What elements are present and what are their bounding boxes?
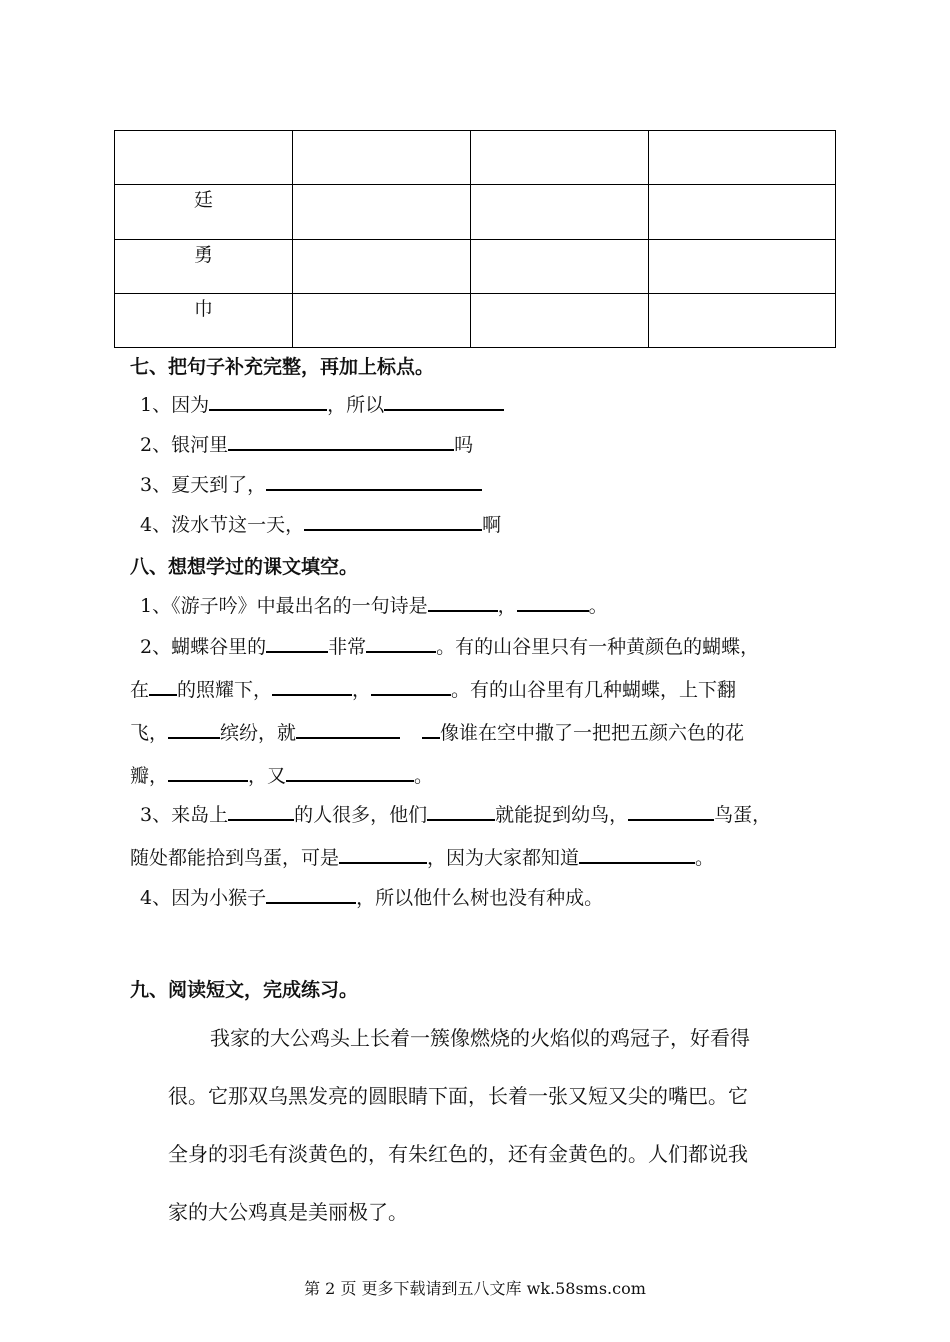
answer-blank[interactable]: [168, 719, 220, 739]
question-text: 鸟蛋，: [714, 804, 772, 826]
question-number: 1、: [140, 595, 172, 617]
section-8-question-1: [140, 592, 608, 618]
table-cell: [471, 293, 649, 347]
answer-blank[interactable]: [304, 511, 482, 531]
question-text: 泼水节这一天，: [171, 514, 305, 536]
question-text: 。: [695, 847, 715, 869]
question-text: 夏天到了，: [171, 474, 267, 496]
table-cell: [649, 293, 836, 347]
answer-blank[interactable]: [366, 633, 436, 653]
table-row: [115, 185, 836, 239]
table-cell: [293, 131, 471, 185]
reading-passage-line: 很。它那双乌黑发亮的圆眼睛下面，长着一张又短又尖的嘴巴。它: [168, 1084, 748, 1108]
question-number: 2、: [140, 434, 172, 456]
question-text: 。: [414, 765, 434, 787]
question-text: 。有的山谷里有几种蝴蝶，上下翻: [451, 679, 737, 701]
question-text: ，所以他什么树也没有种成。: [356, 887, 604, 909]
answer-blank[interactable]: [422, 719, 440, 739]
page-footer: 第 2 页 更多下载请到五八文库 wk.58sms.com: [304, 1279, 646, 1298]
answer-blank[interactable]: [168, 762, 248, 782]
table-cell: [649, 131, 836, 185]
section-7-question-2: [140, 431, 473, 457]
character-table: [114, 130, 836, 348]
answer-blank[interactable]: [228, 431, 454, 451]
answer-blank[interactable]: [579, 844, 695, 864]
section-8-title: 八、想想学过的课文填空。: [130, 556, 359, 578]
table-cell: [649, 185, 836, 239]
section-8-question-2-line-2: [130, 676, 736, 702]
question-text: ，又: [248, 765, 287, 787]
question-text: ，因为大家都知道: [427, 847, 580, 869]
section-8-question-2-line-1: [140, 633, 759, 659]
answer-blank[interactable]: [296, 719, 400, 739]
answer-blank[interactable]: [272, 676, 352, 696]
table-cell: [293, 239, 471, 293]
reading-passage-line: 全身的羽毛有淡黄色的，有朱红色的，还有金黄色的。人们都说我: [168, 1142, 748, 1166]
table-cell: [293, 185, 471, 239]
answer-blank[interactable]: [266, 884, 356, 904]
answer-blank[interactable]: [384, 391, 504, 411]
question-number: 1、: [140, 394, 172, 416]
answer-blank[interactable]: [266, 633, 328, 653]
question-text: 《游子吟》中最出名的一句诗是: [171, 595, 428, 617]
question-text: 在: [130, 679, 150, 701]
question-text: 就能捉到幼鸟，: [495, 804, 629, 826]
section-8-question-3-line-2: [130, 844, 714, 870]
answer-blank[interactable]: [149, 676, 177, 696]
answer-blank[interactable]: [371, 676, 451, 696]
section-8-question-2-line-3: [130, 719, 744, 745]
question-text: 银河里: [171, 434, 229, 456]
answer-blank[interactable]: [209, 391, 327, 411]
table-row: [115, 239, 836, 293]
answer-blank[interactable]: [428, 592, 498, 612]
answer-blank[interactable]: [628, 801, 714, 821]
question-text: 。: [588, 595, 608, 617]
question-text: 的人很多，他们: [294, 804, 428, 826]
question-text: 2、蝴蝶谷里的: [140, 636, 267, 658]
reading-passage-line: 家的大公鸡真是美丽极了。: [168, 1200, 408, 1224]
section-7-question-1: [140, 391, 504, 417]
table-cell: 廷: [115, 185, 293, 239]
question-text: 非常: [328, 636, 367, 658]
answer-blank[interactable]: [339, 844, 427, 864]
answer-blank[interactable]: [517, 592, 589, 612]
question-text: ，: [497, 595, 517, 617]
section-7-question-4: [140, 511, 501, 537]
question-text: 4、因为小猴子: [140, 887, 267, 909]
answer-blank[interactable]: [427, 801, 495, 821]
question-text: 像谁在空中撒了一把把五颜六色的花: [440, 722, 745, 744]
section-7-question-3: [140, 471, 482, 497]
answer-blank[interactable]: [266, 471, 482, 491]
question-text: 3、来岛上: [140, 804, 229, 826]
question-text: 飞，: [130, 722, 169, 744]
table-row: [115, 293, 836, 347]
table-cell: [471, 185, 649, 239]
answer-blank[interactable]: [228, 801, 294, 821]
question-text: ，: [352, 679, 372, 701]
question-text: 吗: [454, 434, 474, 456]
table-cell: 巾: [115, 293, 293, 347]
section-9-title: 九、阅读短文，完成练习。: [130, 979, 359, 1001]
question-text: 的照耀下，: [177, 679, 273, 701]
question-text: 啊: [482, 514, 502, 536]
reading-passage-line: 我家的大公鸡头上长着一簇像燃烧的火焰似的鸡冠子，好看得: [210, 1026, 750, 1050]
table-cell: [649, 239, 836, 293]
question-text: 缤纷，就: [220, 722, 297, 744]
section-8-question-2-line-4: [130, 762, 433, 788]
table-cell: [471, 239, 649, 293]
question-number: 3、: [140, 474, 172, 496]
table-cell: 勇: [115, 239, 293, 293]
section-8-question-4: [140, 884, 603, 910]
table-cell: [115, 131, 293, 185]
answer-blank[interactable]: [286, 762, 414, 782]
table-row: [115, 131, 836, 185]
section-8-question-3-line-1: [140, 801, 771, 827]
table-cell: [293, 293, 471, 347]
table-cell: [471, 131, 649, 185]
question-text: 因为: [171, 394, 210, 416]
section-7-title: 七、把句子补充完整，再加上标点。: [130, 356, 435, 378]
question-text: 随处都能拾到鸟蛋，可是: [130, 847, 340, 869]
question-text: ，所以: [327, 394, 385, 416]
question-number: 4、: [140, 514, 172, 536]
question-text: 。有的山谷里只有一种黄颜色的蝴蝶，: [436, 636, 760, 658]
question-text: 瓣，: [130, 765, 169, 787]
